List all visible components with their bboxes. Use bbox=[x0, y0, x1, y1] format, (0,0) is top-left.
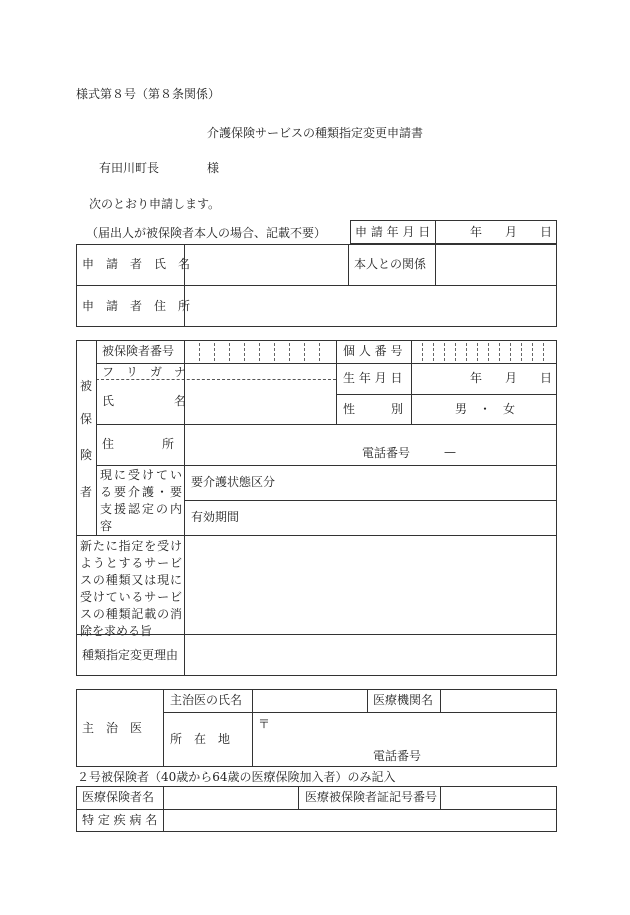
validity-label: 有効期間 bbox=[191, 510, 240, 525]
insured-name-field[interactable] bbox=[186, 381, 334, 422]
service-request-field[interactable] bbox=[186, 537, 555, 632]
physician-address-field[interactable] bbox=[272, 715, 555, 743]
application-date-day: 日 bbox=[540, 224, 553, 239]
furigana-field[interactable] bbox=[186, 365, 334, 378]
current-certification-label: 現に受けている要介護・要支援認定の内容 bbox=[100, 468, 182, 533]
form-title: 介護保険サービスの種類指定変更申請書 bbox=[207, 126, 424, 140]
application-date-month: 月 bbox=[505, 224, 518, 239]
addressee: 有田川町長 bbox=[99, 161, 160, 175]
insured-phone-dash: — bbox=[444, 445, 456, 459]
insurance-cert-label: 医療被保険者証記号番号 bbox=[305, 790, 438, 805]
applicant-note: （届出人が被保険者本人の場合、記載不要） bbox=[86, 226, 327, 240]
type2-note: ２号被保険者（40歳から64歳の医療保険加入者）のみ記入 bbox=[77, 770, 396, 784]
insured-number-label: 被保険者番号 bbox=[102, 344, 175, 359]
insured-number-field[interactable] bbox=[186, 342, 334, 362]
insured-side-label-3: 険 bbox=[80, 448, 93, 462]
insured-side-label-4: 者 bbox=[80, 485, 93, 499]
specific-disease-field[interactable] bbox=[165, 811, 555, 831]
applicant-name-field[interactable] bbox=[186, 246, 346, 283]
applicant-name-label: 申 請 者 氏 名 bbox=[82, 257, 191, 272]
application-date-year: 年 bbox=[470, 224, 483, 239]
personal-number-label: 個 人 番 号 bbox=[343, 344, 403, 359]
birth-date-label: 生 年 月 日 bbox=[343, 371, 403, 386]
relation-label: 本人との関係 bbox=[354, 257, 427, 272]
honorific: 様 bbox=[207, 161, 220, 175]
physician-location-label: 所 在 地 bbox=[170, 732, 231, 747]
institution-label: 医療機関名 bbox=[373, 693, 434, 708]
sex-options[interactable]: 男 ・ 女 bbox=[455, 401, 516, 416]
institution-field[interactable] bbox=[442, 691, 555, 711]
insured-phone-label: 電話番号 bbox=[362, 446, 411, 460]
insured-side-label-1: 被 bbox=[80, 379, 93, 393]
physician-phone-label: 電話番号 bbox=[373, 749, 422, 763]
physician-name-field[interactable] bbox=[254, 691, 365, 711]
care-level-field[interactable] bbox=[280, 467, 555, 498]
form-number: 様式第８号（第８条関係） bbox=[76, 87, 221, 101]
service-request-label: 新たに指定を受けようとするサービスの種類又は現に受けているサービスの種類記載の消除を求める旨 bbox=[80, 539, 182, 638]
insurance-cert-field[interactable] bbox=[442, 788, 555, 808]
change-reason-label: 種類指定変更理由 bbox=[82, 647, 179, 662]
applicant-address-label: 申 請 者 住 所 bbox=[82, 298, 191, 313]
insurer-name-label: 医療保険者名 bbox=[82, 790, 155, 805]
physician-side-label: 主 治 医 bbox=[82, 720, 143, 735]
validity-field[interactable] bbox=[260, 502, 555, 533]
birth-date-day: 日 bbox=[540, 371, 553, 386]
birth-date-field[interactable] bbox=[413, 365, 555, 393]
application-date-field[interactable] bbox=[440, 223, 555, 241]
insurer-name-field[interactable] bbox=[165, 788, 296, 808]
birth-date-year: 年 bbox=[470, 371, 483, 386]
physician-name-label: 主治医の氏名 bbox=[170, 693, 243, 708]
birth-date-month: 月 bbox=[505, 371, 518, 386]
intro-text: 次のとおり申請します。 bbox=[89, 197, 221, 211]
care-level-label: 要介護状態区分 bbox=[191, 475, 276, 490]
insured-name-label: 氏 名 bbox=[102, 394, 187, 408]
relation-field[interactable] bbox=[437, 246, 555, 283]
specific-disease-label: 特 定 疾 病 名 bbox=[82, 813, 158, 828]
insured-side-label-2: 保 bbox=[80, 412, 93, 426]
postal-mark: 〒 bbox=[258, 717, 271, 731]
personal-number-field[interactable] bbox=[413, 342, 555, 362]
insured-address-field[interactable] bbox=[186, 426, 555, 446]
furigana-label: フ リ ガ ナ bbox=[102, 365, 187, 379]
sex-label: 性 別 bbox=[343, 401, 404, 416]
insured-address-label: 住 所 bbox=[102, 437, 175, 451]
change-reason-field[interactable] bbox=[186, 636, 555, 674]
application-date-label: 申 請 年 月 日 bbox=[355, 224, 431, 239]
applicant-address-field[interactable] bbox=[186, 287, 555, 325]
